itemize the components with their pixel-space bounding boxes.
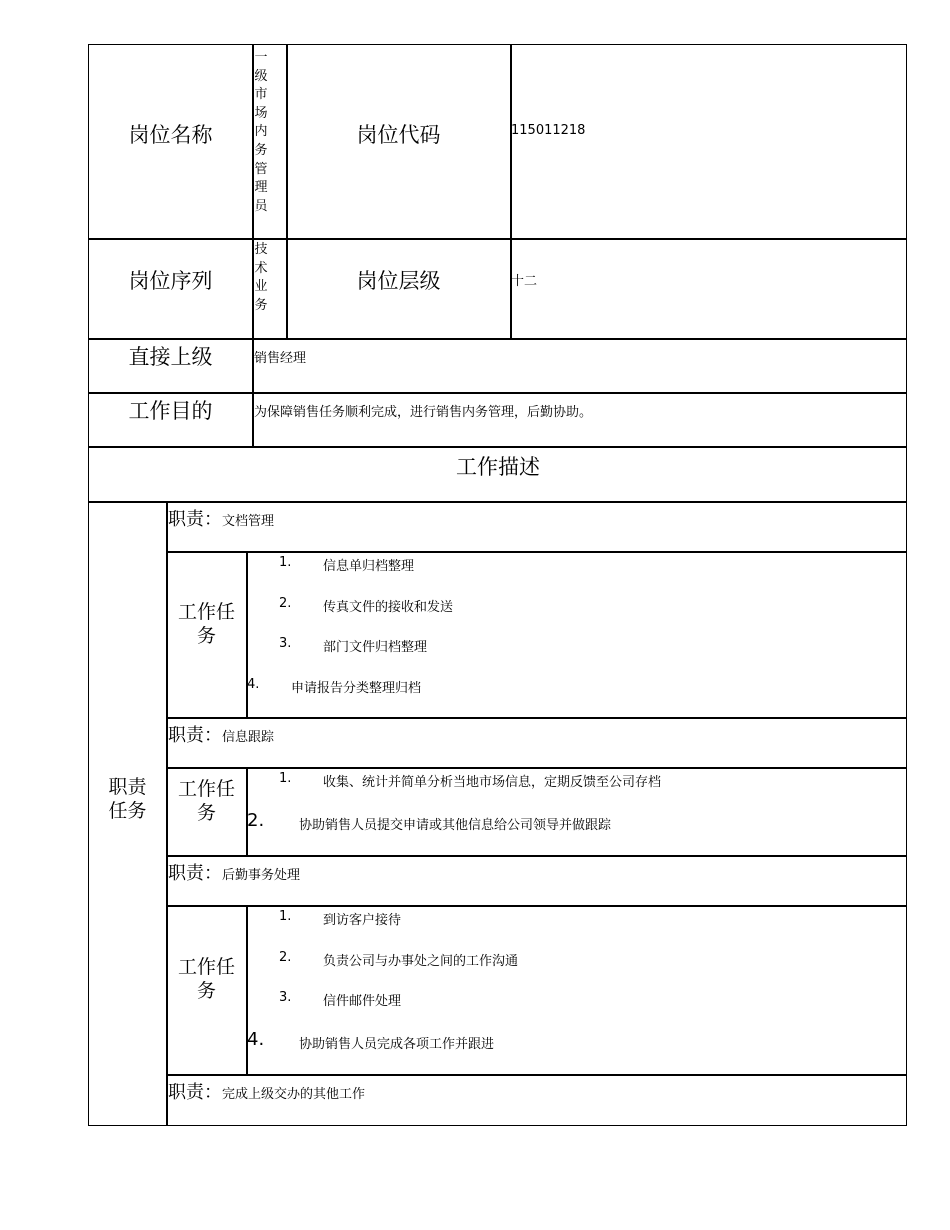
task-number: 2. xyxy=(279,950,292,965)
job-description-table xyxy=(88,44,907,1126)
task-label-line-1: 工作任 xyxy=(177,956,235,978)
post-name-label: 岗位名称 xyxy=(128,123,213,147)
post-code-label: 岗位代码 xyxy=(356,123,441,147)
post-series-value: 技 术 业 务 xyxy=(254,242,268,313)
duty-prefix: 职责： xyxy=(168,1082,222,1103)
row-divider xyxy=(89,338,907,340)
task-text: 传真文件的接收和发送 xyxy=(323,600,454,615)
post-name-value: 一 级 市 场 内 务 管 理 员 xyxy=(254,50,268,214)
duty-block-label-line-2: 任务 xyxy=(108,800,147,822)
row-divider xyxy=(167,551,907,553)
duty-block-label-line-1: 职责 xyxy=(108,776,147,798)
task-number: 2. xyxy=(279,596,292,611)
task-text: 部门文件归档整理 xyxy=(323,640,428,655)
row-divider xyxy=(167,905,907,907)
description-title: 工作描述 xyxy=(456,455,540,479)
task-label-line-1: 工作任 xyxy=(177,601,235,623)
duty-title: 文档管理 xyxy=(222,514,275,529)
task-number: 3. xyxy=(279,990,292,1005)
task-number: 2. xyxy=(247,810,265,831)
task-number: 4. xyxy=(247,1029,265,1050)
post-level-label: 岗位层级 xyxy=(356,269,441,293)
row-divider xyxy=(167,767,907,769)
task-label-line-2: 务 xyxy=(196,980,216,1002)
duty-title: 信息跟踪 xyxy=(222,730,275,745)
task-label-line-2: 务 xyxy=(196,625,216,647)
task-text: 到访客户接待 xyxy=(323,913,402,928)
row-divider xyxy=(89,238,907,240)
purpose-value: 为保障销售任务顺利完成，进行销售内务管理，后勤协助。 xyxy=(254,405,593,420)
row-divider xyxy=(167,717,907,719)
task-label-line-1: 工作任 xyxy=(177,778,235,800)
duty-prefix: 职责： xyxy=(168,509,222,530)
task-number: 1. xyxy=(279,771,292,786)
task-text: 申请报告分类整理归档 xyxy=(291,681,422,696)
duty-title: 后勤事务处理 xyxy=(222,868,301,883)
task-label xyxy=(167,777,246,825)
post-code-value: 115011218 xyxy=(511,123,586,138)
duty-title: 完成上级交办的其他工作 xyxy=(222,1087,366,1102)
task-label xyxy=(167,600,246,648)
row-divider xyxy=(167,1074,907,1076)
row-divider xyxy=(167,855,907,857)
col-divider xyxy=(246,551,248,717)
duty-row xyxy=(168,505,274,531)
task-text: 负责公司与办事处之间的工作沟通 xyxy=(323,954,519,969)
task-number: 4. xyxy=(247,677,260,692)
duty-prefix: 职责： xyxy=(168,725,222,746)
row-divider xyxy=(89,392,907,394)
task-text: 信息单归档整理 xyxy=(323,559,415,574)
duty-task-block-label xyxy=(89,775,166,823)
task-text: 收集、统计并简单分析当地市场信息，定期反馈至公司存档 xyxy=(323,775,662,790)
task-label xyxy=(167,955,246,1003)
task-number: 1. xyxy=(279,909,292,924)
purpose-label: 工作目的 xyxy=(128,399,213,423)
task-label-line-2: 务 xyxy=(196,802,216,824)
duty-row xyxy=(168,721,274,747)
post-series-label: 岗位序列 xyxy=(128,269,213,293)
task-text: 协助销售人员完成各项工作并跟进 xyxy=(299,1037,495,1052)
superior-value: 销售经理 xyxy=(254,351,307,366)
duty-row xyxy=(168,859,300,885)
superior-label: 直接上级 xyxy=(128,345,213,369)
row-divider xyxy=(89,501,907,503)
post-level-value: 十二 xyxy=(511,274,538,289)
col-divider xyxy=(510,45,512,338)
task-text: 协助销售人员提交申请或其他信息给公司领导并做跟踪 xyxy=(299,818,612,833)
duty-prefix: 职责： xyxy=(168,863,222,884)
row-divider xyxy=(89,446,907,448)
task-number: 1. xyxy=(279,555,292,570)
task-text: 信件邮件处理 xyxy=(323,994,402,1009)
task-number: 3. xyxy=(279,636,292,651)
duty-row xyxy=(168,1078,365,1104)
